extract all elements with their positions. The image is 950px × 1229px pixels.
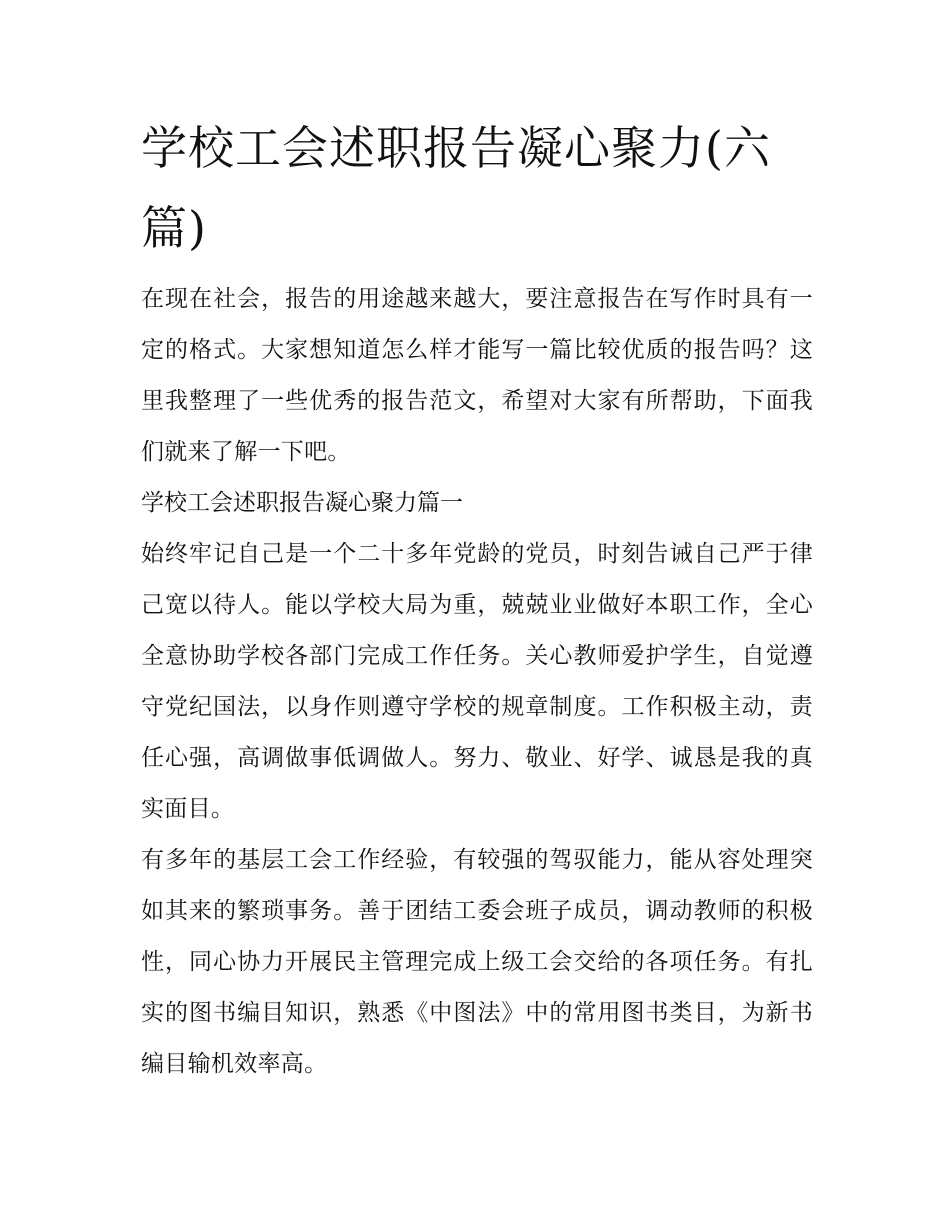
body-paragraph-2: 有多年的基层工会工作经验，有较强的驾驭能力，能从容处理突如其来的繁琐事务。善于团结工委会班子成员，调动教师的积极性，同心协力开展民主管理完成上级工会交给的各项任务。有扎实的图书编目知识，熟悉《中图法》中的常用图书类目，为新书编目输机效率高。	[141, 847, 813, 1077]
section-heading: 学校工会述职报告凝心聚力篇一	[141, 490, 463, 516]
intro-paragraph: 在现在社会，报告的用途越来越大，要注意报告在写作时具有一定的格式。大家想知道怎么样才能写一篇比较优质的报告吗？这里我整理了一些优秀的报告范文，希望对大家有所帮助，下面我们就来了解一下吧。	[141, 286, 813, 465]
body-paragraph-1: 始终牢记自己是一个二十多年党龄的党员，时刻告诫自己严于律己宽以待人。能以学校大局为重，兢兢业业做好本职工作，全心全意协助学校各部门完成工作任务。关心教师爱护学生，自觉遵守党纪国法，以身作则遵守学校的规章制度。工作积极主动，责任心强，高调做事低调做人。努力、敬业、好学、诚恳是我的真实面目。	[141, 541, 813, 822]
document-page	[141, 108, 813, 1090]
document-title: 学校工会述职报告凝心聚力(六篇)	[141, 121, 771, 255]
